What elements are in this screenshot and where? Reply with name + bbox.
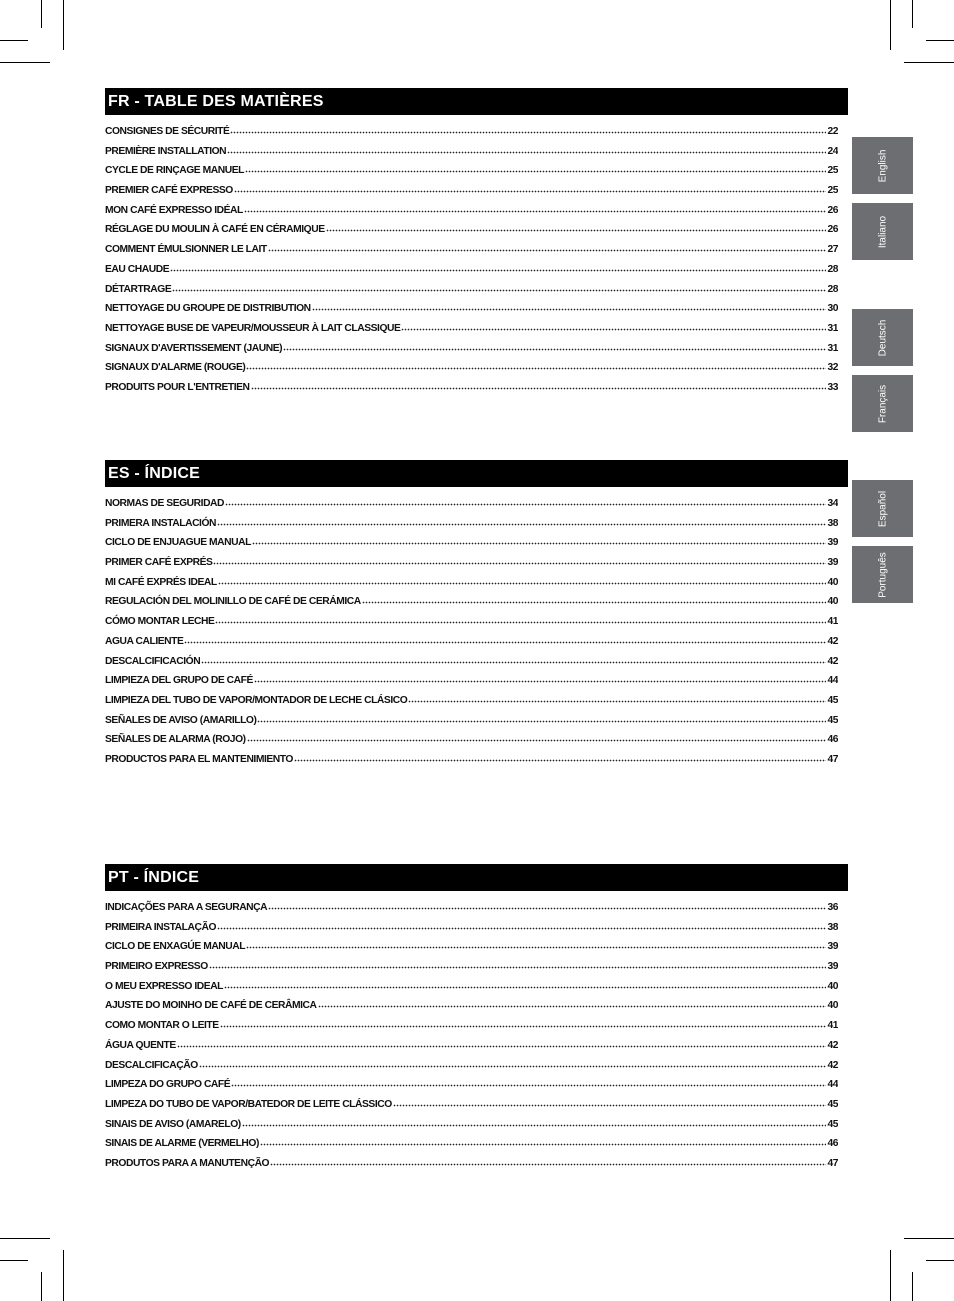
toc-entry-label: SINAIS DE AVISO (AMARELO): [105, 1118, 241, 1130]
toc-entry-label: PRIMER CAFÉ EXPRÉS: [105, 557, 213, 569]
toc-entry-label: NETTOYAGE DU GROUPE DE DISTRIBUTION: [105, 303, 311, 315]
toc-entry-page: 42: [827, 635, 838, 647]
section-title-fr: FR - TABLE DES MATIÈRES: [105, 88, 848, 115]
toc-entry[interactable]: [105, 977, 838, 997]
toc-entry[interactable]: [105, 161, 838, 181]
toc-entry-label: LIMPEZA DO GRUPO CAFÉ: [105, 1079, 231, 1091]
toc-entry-page: 42: [827, 1039, 838, 1051]
toc-dot-leader: [247, 731, 827, 743]
toc-dot-leader: [257, 712, 826, 724]
language-tab-label: Français: [877, 384, 888, 423]
toc-entry-label: SIGNAUX D'AVERTISSEMENT (JAUNE): [105, 342, 283, 354]
toc-dot-leader: [227, 143, 826, 155]
toc-entry[interactable]: [105, 122, 838, 142]
toc-entry[interactable]: [105, 996, 838, 1016]
toc-entry-label: CÓMO MONTAR LECHE: [105, 616, 215, 628]
toc-dot-leader: [260, 1135, 827, 1147]
toc-entry-label: PRODUTOS PARA A MANUTENÇÃO: [105, 1157, 270, 1169]
language-tab-portugues[interactable]: [852, 546, 913, 603]
toc-entry-label: PRODUITS POUR L'ENTRETIEN: [105, 381, 250, 393]
toc-entry-page: 25: [827, 185, 838, 197]
toc-list-pt: [105, 898, 838, 1174]
toc-dot-leader: [184, 633, 826, 645]
toc-entry[interactable]: [105, 280, 838, 300]
toc-entry[interactable]: [105, 898, 838, 918]
toc-entry[interactable]: [105, 632, 838, 652]
toc-entry-page: 32: [827, 362, 838, 374]
toc-entry-page: 44: [827, 1079, 838, 1091]
toc-entry-label: NORMAS DE SEGURIDAD: [105, 498, 225, 509]
toc-entry-page: 42: [827, 655, 838, 667]
toc-entry[interactable]: [105, 201, 838, 221]
toc-entry-label: MI CAFÉ EXPRÉS IDEAL: [105, 576, 217, 588]
toc-dot-leader: [170, 261, 826, 273]
language-tab-label: Italiano: [877, 215, 888, 248]
section-title-es: ES - ÍNDICE: [105, 460, 848, 487]
toc-entry[interactable]: [105, 937, 838, 957]
toc-entry-label: CYCLE DE RINÇAGE MANUEL: [105, 165, 244, 177]
toc-dot-leader: [217, 515, 826, 527]
toc-entry[interactable]: [105, 1115, 838, 1135]
toc-entry-label: PREMIER CAFÉ EXPRESSO: [105, 185, 233, 197]
toc-entry-label: MON CAFÉ EXPRESSO IDÉAL: [105, 204, 243, 216]
toc-entry-label: RÉGLAGE DU MOULIN À CAFÉ EN CÉRAMIQUE: [105, 224, 325, 236]
toc-dot-leader: [177, 1037, 827, 1049]
toc-dot-leader: [225, 495, 826, 507]
toc-entry-label: INDICAÇÕES PARA A SEGURANÇA: [105, 902, 268, 913]
toc-entry-page: 40: [827, 596, 838, 608]
toc-entry[interactable]: [105, 1036, 838, 1056]
toc-entry[interactable]: [105, 711, 838, 731]
toc-entry[interactable]: [105, 652, 838, 672]
toc-dot-leader: [245, 162, 826, 174]
toc-dot-leader: [234, 182, 827, 194]
toc-section-pt: [105, 864, 848, 1174]
toc-entry-label: O MEU EXPRESSO IDEAL: [105, 980, 224, 992]
language-tab-label: Deutsch: [877, 319, 888, 356]
toc-entry-page: 45: [827, 1098, 838, 1110]
toc-entry[interactable]: [105, 1134, 838, 1154]
toc-entry-label: DESCALCIFICAÇÃO: [105, 1059, 198, 1071]
toc-dot-leader: [244, 202, 827, 214]
toc-entry-label: AGUA CALIENTE: [105, 635, 184, 647]
toc-dot-leader: [224, 978, 826, 990]
toc-entry-page: 39: [827, 941, 838, 953]
toc-entry-page: 38: [827, 517, 838, 529]
toc-entry[interactable]: [105, 514, 838, 534]
toc-entry-page: 47: [827, 1157, 838, 1169]
toc-entry-label: SIGNAUX D'ALARME (ROUGE): [105, 362, 246, 374]
toc-list-fr: [105, 122, 838, 398]
toc-entry-page: 39: [827, 961, 838, 973]
toc-dot-leader: [242, 1116, 827, 1128]
toc-dot-leader: [268, 241, 827, 253]
toc-entry-label: PRIMERA INSTALACIÓN: [105, 517, 217, 529]
toc-dot-leader: [393, 1096, 827, 1108]
toc-dot-leader: [408, 692, 826, 704]
toc-entry-page: 39: [827, 537, 838, 549]
toc-entry-page: 42: [827, 1059, 838, 1071]
toc-entry-label: PRODUCTOS PARA EL MANTENIMIENTO: [105, 753, 293, 765]
section-title-pt: PT - ÍNDICE: [105, 864, 848, 891]
toc-entry[interactable]: [105, 319, 838, 339]
toc-entry[interactable]: [105, 750, 838, 770]
language-tab-label: English: [877, 149, 888, 182]
language-tab-english[interactable]: [852, 137, 913, 194]
toc-entry-page: 45: [827, 694, 838, 706]
toc-entry[interactable]: [105, 299, 838, 319]
toc-entry-label: DÉTARTRAGE: [105, 283, 172, 295]
toc-entry-page: 40: [827, 980, 838, 992]
toc-entry[interactable]: [105, 142, 838, 162]
language-tab-label: Español: [877, 490, 888, 527]
toc-entry[interactable]: [105, 573, 838, 593]
toc-entry-page: 26: [827, 224, 838, 236]
toc-entry-page: 38: [827, 921, 838, 933]
toc-dot-leader: [246, 938, 826, 950]
toc-dot-leader: [209, 958, 827, 970]
toc-entry-page: 34: [827, 498, 838, 509]
toc-entry-label: LIMPIEZA DEL TUBO DE VAPOR/MONTADOR DE LECHE CLÁSICO: [105, 694, 408, 706]
toc-dot-leader: [230, 123, 826, 135]
toc-dot-leader: [220, 1017, 827, 1029]
toc-entry[interactable]: [105, 533, 838, 553]
toc-dot-leader: [246, 359, 826, 371]
toc-entry[interactable]: [105, 918, 838, 938]
toc-entry-label: PREMIÈRE INSTALLATION: [105, 145, 227, 157]
toc-dot-leader: [172, 281, 826, 293]
toc-entry-label: DESCALCIFICACIÓN: [105, 655, 201, 667]
toc-entry-label: LIMPEZA DO TUBO DE VAPOR/BATEDOR DE LEITE CLÁSSICO: [105, 1098, 392, 1110]
toc-dot-leader: [213, 554, 826, 566]
toc-dot-leader: [318, 997, 827, 1009]
toc-entry-page: 30: [827, 303, 838, 315]
toc-dot-leader: [231, 1076, 826, 1088]
toc-dot-leader: [252, 534, 826, 546]
toc-entry[interactable]: [105, 1154, 838, 1174]
toc-entry-page: 46: [827, 1138, 838, 1150]
toc-dot-leader: [254, 672, 827, 684]
toc-entry[interactable]: [105, 220, 838, 240]
toc-entry-label: SINAIS DE ALARME (VERMELHO): [105, 1138, 259, 1150]
toc-dot-leader: [283, 340, 826, 352]
toc-section-fr: [105, 88, 848, 398]
toc-entry[interactable]: [105, 260, 838, 280]
toc-dot-leader: [201, 653, 826, 665]
toc-entry[interactable]: [105, 691, 838, 711]
toc-entry[interactable]: [105, 1056, 838, 1076]
toc-entry-label: CONSIGNES DE SÉCURITÉ: [105, 126, 230, 137]
toc-entry-label: LIMPIEZA DEL GRUPO DE CAFÉ: [105, 675, 253, 687]
toc-dot-leader: [268, 899, 826, 911]
toc-entry-label: ÁGUA QUENTE: [105, 1039, 176, 1051]
toc-entry[interactable]: [105, 181, 838, 201]
toc-entry-label: NETTOYAGE BUSE DE VAPEUR/MOUSSEUR À LAIT CLASSIQUE: [105, 322, 401, 334]
language-tab-italiano[interactable]: [852, 203, 913, 260]
toc-entry-page: 40: [827, 1000, 838, 1012]
toc-entry-label: SEÑALES DE ALARMA (ROJO): [105, 734, 246, 746]
toc-entry-page: 41: [827, 1020, 838, 1032]
toc-entry-page: 45: [827, 714, 838, 726]
toc-entry[interactable]: [105, 1016, 838, 1036]
toc-entry-page: 22: [827, 126, 838, 137]
toc-entry[interactable]: [105, 339, 838, 359]
toc-entry-label: SEÑALES DE AVISO (AMARILLO): [105, 714, 257, 726]
toc-dot-leader: [251, 379, 827, 391]
toc-entry-label: EAU CHAUDE: [105, 263, 170, 275]
toc-entry-page: 24: [827, 145, 838, 157]
toc-entry[interactable]: [105, 957, 838, 977]
toc-entry[interactable]: [105, 1075, 838, 1095]
toc-dot-leader: [362, 593, 827, 605]
toc-entry[interactable]: [105, 612, 838, 632]
toc-dot-leader: [217, 919, 826, 931]
toc-entry-page: 27: [827, 244, 838, 256]
toc-entry-page: 26: [827, 204, 838, 216]
toc-dot-leader: [294, 751, 826, 763]
toc-entry-label: AJUSTE DO MOINHO DE CAFÉ DE CERÂMICA: [105, 1000, 317, 1012]
language-tab-deutsch[interactable]: [852, 309, 913, 366]
toc-section-es: [105, 460, 848, 770]
toc-entry-page: 47: [827, 753, 838, 765]
toc-entry-label: PRIMEIRO EXPRESSO: [105, 961, 208, 973]
toc-entry-page: 40: [827, 576, 838, 588]
toc-list-es: [105, 494, 838, 770]
toc-entry-page: 45: [827, 1118, 838, 1130]
toc-entry-label: REGULACIÓN DEL MOLINILLO DE CAFÉ DE CERÁMICA: [105, 596, 361, 608]
toc-entry-page: 36: [827, 902, 838, 913]
toc-entry-label: COMO MONTAR O LEITE: [105, 1020, 219, 1032]
toc-entry[interactable]: [105, 378, 838, 398]
toc-dot-leader: [401, 320, 826, 332]
toc-entry-page: 28: [827, 283, 838, 295]
toc-entry[interactable]: [105, 358, 838, 378]
toc-entry[interactable]: [105, 553, 838, 573]
toc-entry[interactable]: [105, 671, 838, 691]
toc-dot-leader: [199, 1057, 827, 1069]
toc-entry[interactable]: [105, 494, 838, 514]
toc-entry[interactable]: [105, 240, 838, 260]
language-tab-label: Português: [877, 551, 888, 598]
toc-dot-leader: [215, 613, 826, 625]
toc-entry-page: 25: [827, 165, 838, 177]
toc-dot-leader: [326, 221, 827, 233]
toc-entry-page: 41: [827, 616, 838, 628]
toc-entry-label: COMMENT ÉMULSIONNER LE LAIT: [105, 244, 267, 256]
toc-dot-leader: [270, 1155, 826, 1167]
toc-entry-page: 46: [827, 734, 838, 746]
toc-entry[interactable]: [105, 1095, 838, 1115]
toc-entry-label: CICLO DE ENJUAGUE MANUAL: [105, 537, 251, 549]
toc-entry[interactable]: [105, 592, 838, 612]
language-tab-espanol[interactable]: [852, 480, 913, 537]
toc-entry-label: PRIMEIRA INSTALAÇÃO: [105, 921, 217, 933]
language-tab-francais[interactable]: [852, 375, 913, 432]
toc-entry-page: 39: [827, 557, 838, 569]
toc-entry-page: 31: [827, 322, 838, 334]
toc-entry-page: 44: [827, 675, 838, 687]
toc-entry-page: 28: [827, 263, 838, 275]
toc-dot-leader: [218, 574, 827, 586]
toc-entry-page: 33: [827, 381, 838, 393]
toc-dot-leader: [312, 300, 827, 312]
toc-entry-page: 31: [827, 342, 838, 354]
toc-entry-label: CICLO DE ENXAGÚE MANUAL: [105, 941, 246, 953]
toc-entry[interactable]: [105, 730, 838, 750]
